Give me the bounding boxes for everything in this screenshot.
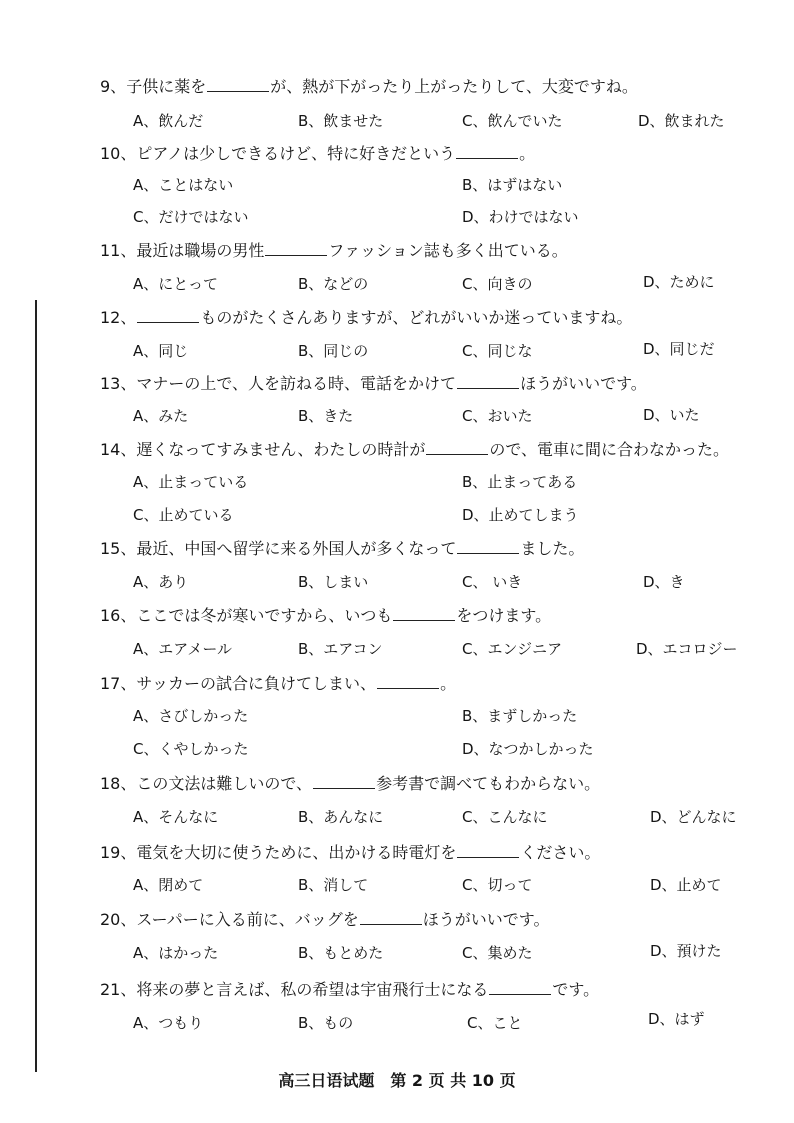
answer-blank xyxy=(377,674,439,689)
option-d: D、飲まれた xyxy=(638,112,725,130)
question-number: 16、 xyxy=(100,606,137,625)
answer-blank xyxy=(489,980,551,995)
option-b: B、もとめた xyxy=(298,944,384,962)
option-c: C、 いき xyxy=(462,573,523,591)
option-b: B、飲ませた xyxy=(298,112,384,130)
option-a: A、エアメール xyxy=(133,640,233,658)
question-text-post: 。 xyxy=(519,144,536,163)
answer-blank xyxy=(360,910,422,925)
question-9 xyxy=(100,76,754,98)
question-number: 18、 xyxy=(100,774,137,793)
question-21 xyxy=(100,979,754,1001)
question-number: 10、 xyxy=(100,144,137,163)
question-text-post: 。 xyxy=(440,674,457,693)
option-d: D、なつかしかった xyxy=(462,740,594,758)
question-number: 12、 xyxy=(100,308,137,327)
option-d: D、いた xyxy=(643,406,700,424)
option-a: A、同じ xyxy=(133,342,189,360)
question-17 xyxy=(100,673,754,695)
question-text-post: ものがたくさんありますが、どれがいいか迷っていますね。 xyxy=(200,308,633,327)
question-text-pre: 遅くなってすみません、わたしの時計が xyxy=(136,440,426,459)
question-text-pre: 電気を大切に使うために、出かける時電灯を xyxy=(136,843,457,862)
option-c: C、飲んでいた xyxy=(462,112,563,130)
option-c: C、くやしかった xyxy=(133,740,249,758)
option-d: D、ために xyxy=(643,273,715,291)
question-11 xyxy=(100,240,754,262)
question-text-post: 参考書で調べてもわからない。 xyxy=(376,774,601,793)
option-b: B、もの xyxy=(298,1014,354,1032)
question-number: 21、 xyxy=(100,980,137,999)
question-text-pre: 最近は職場の男性 xyxy=(136,241,265,260)
answer-blank xyxy=(207,77,269,92)
question-text-pre: スーパーに入る前に、バッグを xyxy=(136,910,359,929)
answer-blank xyxy=(457,843,519,858)
question-18 xyxy=(100,773,754,795)
option-d: D、止めて xyxy=(650,876,722,894)
question-text-post: が、熱が下がったり上がったりして、大変ですね。 xyxy=(270,77,638,96)
option-b: B、しまい xyxy=(298,573,369,591)
option-d: D、同じだ xyxy=(643,340,715,358)
option-c: C、向きの xyxy=(462,275,533,293)
answer-blank xyxy=(457,374,519,389)
option-b: B、まずしかった xyxy=(462,707,578,725)
question-number: 14、 xyxy=(100,440,137,459)
option-a: A、そんなに xyxy=(133,808,219,826)
question-14 xyxy=(100,439,754,461)
option-c: C、同じな xyxy=(462,342,533,360)
question-number: 20、 xyxy=(100,910,137,929)
option-d: D、どんなに xyxy=(650,808,737,826)
question-10 xyxy=(100,143,754,165)
option-b: B、などの xyxy=(298,275,369,293)
option-c: C、こんなに xyxy=(462,808,548,826)
option-d: D、き xyxy=(643,573,685,591)
question-number: 13、 xyxy=(100,374,137,393)
option-c: C、エンジニア xyxy=(462,640,563,658)
option-c: C、こと xyxy=(467,1014,523,1032)
question-text-post: をつけます。 xyxy=(456,606,552,625)
question-text-pre: マナーの上で、人を訪ねる時、電話をかけて xyxy=(136,374,457,393)
option-c: C、集めた xyxy=(462,944,533,962)
question-19 xyxy=(100,842,754,864)
question-text-post: ファッション誌も多く出ている。 xyxy=(328,241,568,260)
option-b: B、同じの xyxy=(298,342,369,360)
page-footer: 高三日语试题 第 2 页 共 10 页 xyxy=(278,1071,516,1090)
question-text-pre: 最近、中国へ留学に来る外国人が多くなって xyxy=(136,539,457,558)
question-text-post: ので、電車に間に合わなかった。 xyxy=(489,440,730,459)
option-c: C、切って xyxy=(462,876,533,894)
binding-margin-line xyxy=(35,300,37,1072)
question-number: 15、 xyxy=(100,539,137,558)
option-b: B、消して xyxy=(298,876,369,894)
option-a: A、みた xyxy=(133,407,189,425)
question-12 xyxy=(100,307,754,329)
option-d: D、止めてしまう xyxy=(462,506,579,524)
question-20 xyxy=(100,909,754,931)
question-text-post: です。 xyxy=(552,980,600,999)
option-a: A、閉めて xyxy=(133,876,204,894)
question-13 xyxy=(100,373,754,395)
answer-blank xyxy=(265,241,327,256)
option-a: A、つもり xyxy=(133,1014,204,1032)
option-a: A、飲んだ xyxy=(133,112,204,130)
question-number: 9、 xyxy=(100,77,127,96)
question-number: 19、 xyxy=(100,843,137,862)
question-number: 17、 xyxy=(100,674,137,693)
question-text-pre: ここでは冬が寒いですから、いつも xyxy=(136,606,393,625)
answer-blank xyxy=(457,539,519,554)
option-a: A、止まっている xyxy=(133,473,249,491)
answer-blank xyxy=(313,774,375,789)
question-text-pre: 将来の夢と言えば、私の希望は宇宙飛行士になる xyxy=(136,980,489,999)
question-text-pre: この文法は難しいので、 xyxy=(136,774,313,793)
option-c: C、だけではない xyxy=(133,208,249,226)
option-d: D、はず xyxy=(648,1010,705,1028)
option-c: C、止めている xyxy=(133,506,234,524)
question-text-post: ください。 xyxy=(520,843,601,862)
answer-blank xyxy=(393,606,455,621)
option-a: A、あり xyxy=(133,573,189,591)
question-15 xyxy=(100,538,754,560)
option-b: B、止まってある xyxy=(462,473,578,491)
question-text-post: ました。 xyxy=(520,539,585,558)
option-d: D、わけではない xyxy=(462,208,579,226)
option-c: C、おいた xyxy=(462,407,533,425)
option-b: B、はずはない xyxy=(462,176,563,194)
option-a: A、さびしかった xyxy=(133,707,249,725)
question-text-post: ほうがいいです。 xyxy=(422,910,550,929)
option-b: B、あんなに xyxy=(298,808,384,826)
question-text-pre: 子供に薬を xyxy=(126,77,207,96)
answer-blank xyxy=(137,308,199,323)
option-d: D、預けた xyxy=(650,942,722,960)
option-d: D、エコロジー xyxy=(636,640,738,658)
option-a: A、はかった xyxy=(133,944,219,962)
question-text-pre: サッカーの試合に負けてしまい、 xyxy=(136,674,377,693)
question-number: 11、 xyxy=(100,241,137,260)
answer-blank xyxy=(456,144,518,159)
answer-blank xyxy=(426,440,488,455)
option-a: A、にとって xyxy=(133,275,218,293)
question-text-pre: ピアノは少しできるけど、特に好きだという xyxy=(136,144,456,163)
question-text-post: ほうがいいです。 xyxy=(520,374,647,393)
option-b: B、エアコン xyxy=(298,640,383,658)
option-b: B、きた xyxy=(298,407,354,425)
question-16 xyxy=(100,605,754,627)
option-a: A、ことはない xyxy=(133,176,234,194)
